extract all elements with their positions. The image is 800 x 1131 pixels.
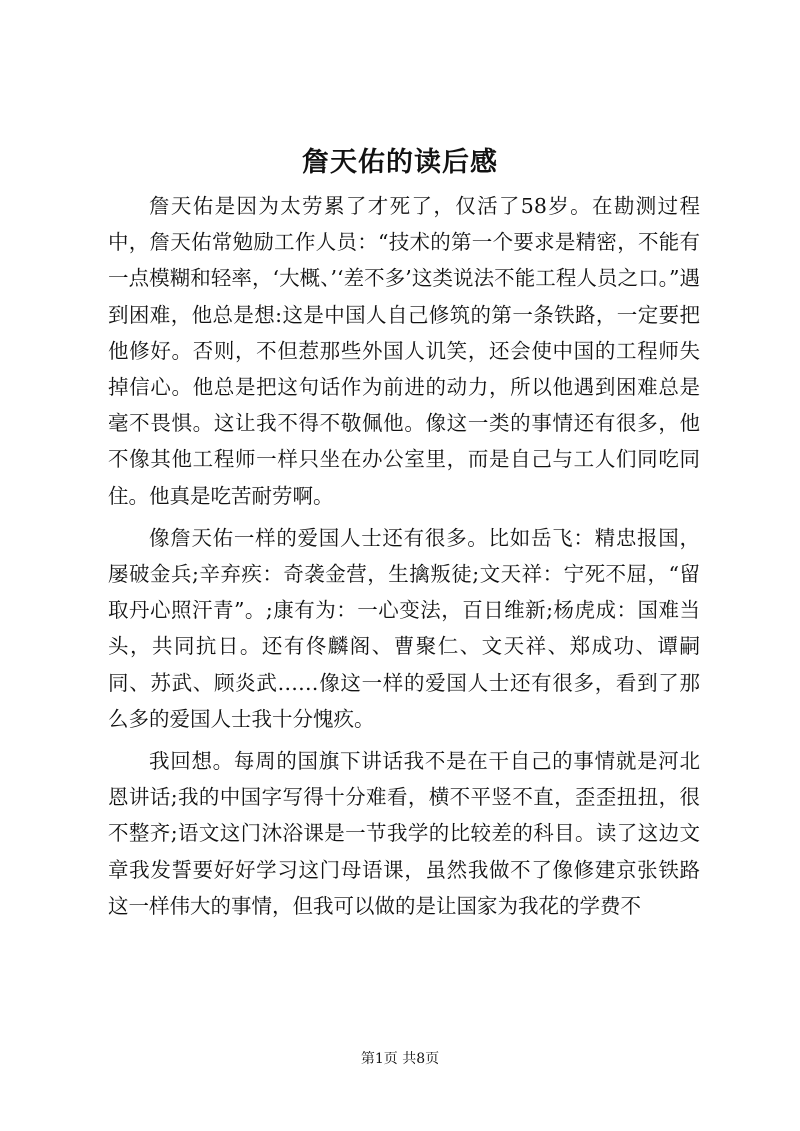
paragraph-2: 像詹天佑一样的爱国人士还有很多。比如岳飞：精忠报国，屡破金兵;辛弃疾：奇袭金营，生擒叛徒;文天祥：宁死不屈，“留取丹心照汗青”。;康有为：一心变法，百日维新;杨虎成：国难当头，共同抗日。还有佟麟阁、曹聚仁、文天祥、郑成功、谭嗣同、苏武、顾炎武……像这一样的爱国人士还有很多，看到了那么多的爱国人士我十分愧疚。 [108,525,700,731]
page-footer: 第1页 共8页 [360,1051,440,1067]
document-title: 詹天佑的读后感 [302,147,498,178]
paragraph-3: 我回想。每周的国旗下讲话我不是在干自己的事情就是河北恩讲话;我的中国字写得十分难看，横不平竖不直，歪歪扭扭，很不整齐;语文这门沐浴课是一节我学的比较差的科目。读了这边文章我发誓要好好学习这门母语课，虽然我做不了像修建京张铁路这一样伟大的事情，但我可以做的是让国家为我花的学费不 [108,749,700,918]
document-body [108,188,700,930]
paragraph-1: 詹天佑是因为太劳累了才死了，仅活了58岁。在勘测过程中，詹天佑常勉励工作人员：“技术的第一个要求是精密，不能有一点模糊和轻率，‘大概、’‘差不多’这类说法不能工程人员之口。”遇到困难，他总是想:这是中国人自己修筑的第一条铁路，一定要把他修好。否则，不但惹那些外国人讥笑，还会使中国的工程师失掉信心。他总是把这句话作为前进的动力，所以他遇到困难总是毫不畏惧。这让我不得不敬佩他。像这一类的事情还有很多，他不像其他工程师一样只坐在办公室里，而是自己与工人们同吃同住。他真是吃苦耐劳啊。 [108,194,700,508]
